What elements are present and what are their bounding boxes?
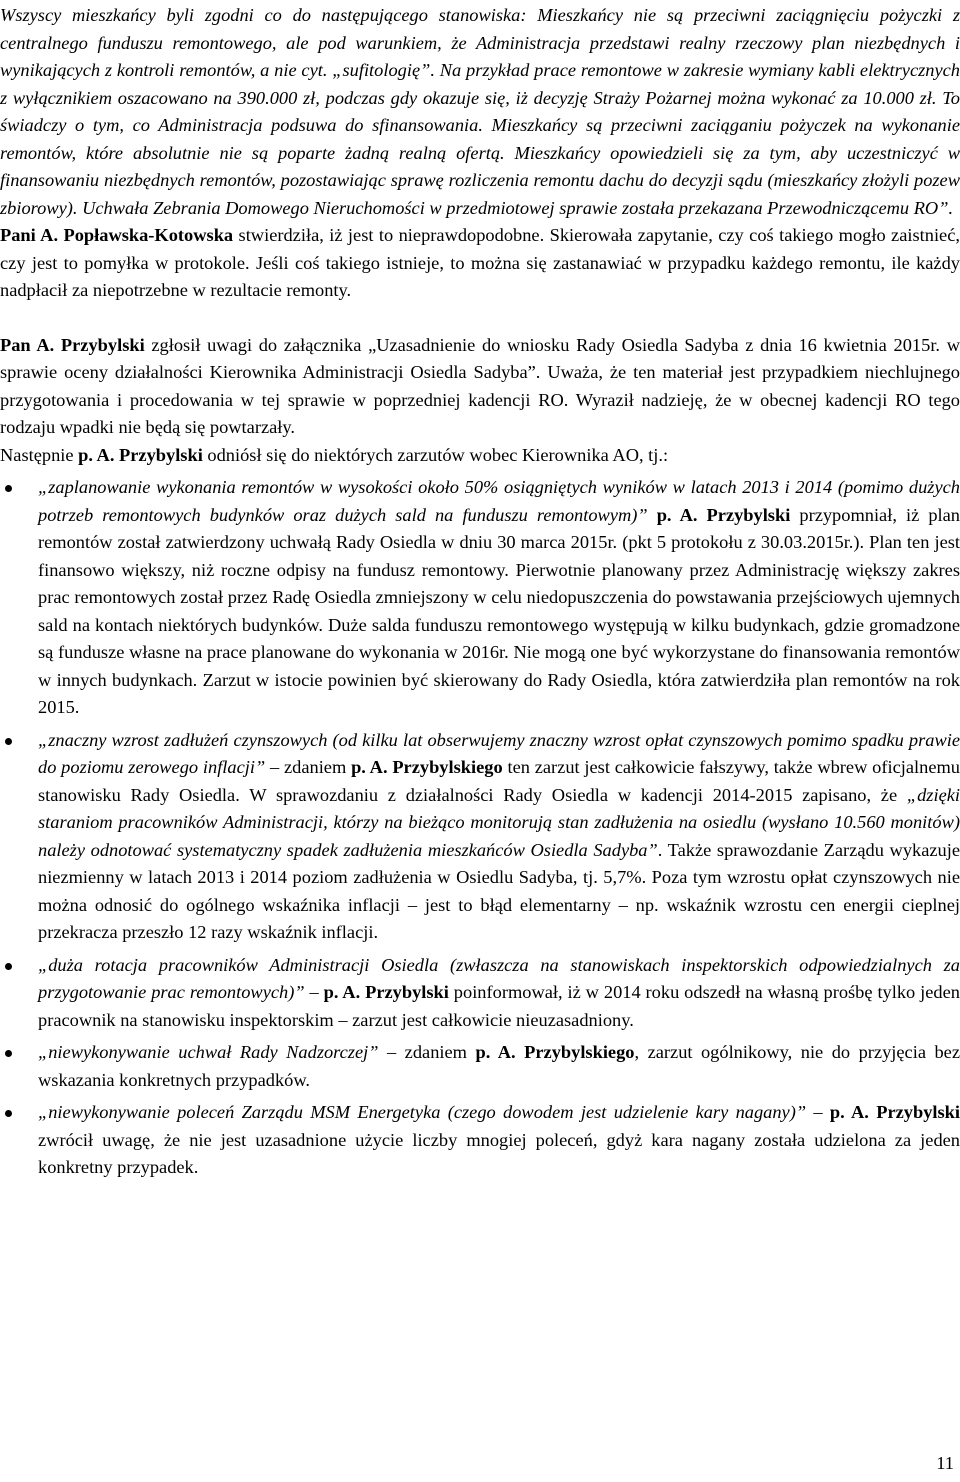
charge-quote: „znaczny wzrost zadłużeń czynszowych (od kilku lat obserwujemy znaczny wzrost opłat czynszowych pomimo spadku prawie do poziomu zerowego inflacji” [38,729,960,777]
bullet-icon [5,485,12,492]
speaker-name: p. A. Przybylski [829,1102,960,1122]
speaker-surname: Przybylski [60,334,145,355]
response-text: przypomniał, iż plan remontów został zatwierdzony uchwałą Rady Osiedla w dniu 30 marca 2015r. (pkt 5 protokołu z 30.03.2015r.). Plan ten jest finansowo większy, niż roczne odpisy na fundusz remontowy. Pierwotnie planowany przez Administrację większy zakres prac remontowych został przez Radę Osiedla zmniejszony w celu niedopuszczenia do powstawania przejściowych ujemnych sald na kontach niektórych budynków. Duże salda funduszu remontowego występują w kilku budynkach, gdzie gromadzone są fundusze własne na prace planowane do wykonania w 2016r. Nie mogą one być wykorzystane do finansowania remontów w innych budynkach. Zarzut w istocie powinien być skierowany do Rady Osiedla, która zatwierdziła plan remontów na rok 2015. [38,504,960,717]
charge-quote: „duża rotacja pracowników Administracji Osiedla (zwłaszcza na stanowiskach inspektorskich odpowiedzialnych za przygotowanie prac remontowych)” [38,954,960,1002]
charge-quote: „zaplanowanie wykonania remontów w wysokości około 50% osiągniętych wyników w latach 2013 i 2014 (pomimo dużych potrzeb remontowych budynków oraz dużych sald na funduszu remontowym)” [38,477,960,525]
list-item [0,952,960,1035]
speaker-name: Pan A. [0,334,55,355]
separator [648,505,657,525]
list-item [0,474,960,722]
paragraph-przybylski-remarks [0,332,960,442]
document-page [0,2,960,1182]
bullet-icon [5,738,12,745]
separator: – [806,1102,830,1122]
speaker-name: p. A. Przybylski [78,444,203,465]
bullet-icon [5,1110,12,1117]
list-item [0,727,960,947]
bullet-icon [5,963,12,970]
paragraph-text: zgłosił uwagi do załącznika „Uzasadnienie do wniosku Rady Osiedla Sadyba z dnia 16 kwietnia 2015r. w sprawie oceny działalności Kierownika Administracji Osiedla Sadyba”. Uważa, że ten materiał jest przypadkiem niechlujnego przygotowania i procedowania w tej sprawie w poprzedniej kadencji RO. Wyraził nadzieję, że w obecnej kadencji RO tego rodzaju wpadki nie będą się powtarzały. [0,334,960,437]
response-text: poinformował, iż w 2014 roku odszedł na własną prośbę tylko jeden pracownik na stanowisku inspektorskim – zarzut jest całkowicie nieuzasadniony. [38,982,960,1030]
list-item [0,1099,960,1182]
report-quote: „dzięki staraniom pracowników Administracji, którzy na bieżąco monitorują stan zadłużenia na osiedlu (wysłano 10.560 monitów) należy odnotować systematyczny spadek zadłużenia mieszkańców Osiedla Sadyba” [38,784,960,860]
response-text: ten zarzut jest całkowicie fałszywy, także wbrew oficjalnemu stanowisku Rady Osiedla. W sprawozdaniu z działalności Rady Osiedla w kadencji 2014-2015 zapisano, że [38,757,960,805]
paragraph-text: odniósł się do niektórych zarzutów wobec Kierownika AO, tj.: [202,444,669,465]
residents-position-text: Wszyscy mieszkańcy byli zgodni co do następującego stanowiska: Mieszkańcy nie są przeciwni zaciągnięciu pożyczki z centralnego funduszu remontowego, ale pod warunkiem, że Administracja przedstawi realny rzeczowy plan niezbędnych i wynikających z kontroli remontów, a nie cyt. „sufitologię”. Na przykład prace remontowe w zakresie wymiany kabli elektrycznych z wyłącznikiem oszacowano na 390.000 zł, podczas gdy okazuje się, iż decyzję Straży Pożarnej można wykonać za 10.000 zł. To świadczy o tym, co Administracja podsuwa do sfinansowania. Mieszkańcy są przeciwni zaciąganiu pożyczek na wykonanie remontów, które absolutnie nie są poparte żadną realną ofertą. Mieszkańcy opowiedzieli się za tym, aby uczestniczyć w finansowaniu niezbędnych remontów, pozostawiając sprawę rozliczenia remontu dachu do decyzji sądu (mieszkańcy złożyli pozew zbiorowy). Uchwała Zebrania Domowego Nieruchomości w przedmiotowej sprawie została przekazana Przewodniczącemu RO”. [0,5,960,218]
separator: – zdaniem [378,1042,476,1062]
charge-quote: „niewykonywanie poleceń Zarządu MSM Energetyka (czego dowodem jest udzielenie kary nagany)” [38,1102,807,1122]
response-text-continued: . Także sprawozdanie Zarządu wykazuje niezmienny w latach 2013 i 2014 poziom zadłużenia w Osiedlu Sadyba, tj. 5,7%. Poza tym wzrostu opłat czynszowych nie można odnosić do ogólnego wskaźnika inflacji – jest to błąd elementarny – np. wskaźnik wzrostu cen energii cieplnej przekracza przeszło 12 razy wskaźnik inflacji. [38,839,960,942]
bullet-icon [5,1050,12,1057]
speaker-name: p. A. Przybylskiego [475,1042,635,1062]
paragraph-intro-list [0,442,960,470]
paragraph-residents-position [0,2,960,222]
paragraph-text: stwierdziła, iż jest to nieprawdopodobne. Skierowała zapytanie, czy coś takiego mogło zaistnieć, czy jest to pomyłka w protokole. Jeśli coś takiego istnieje, to można się zastanawiać w przypadku każdego remontu, ile każdy nadpłacił za niepotrzebne w rezultacie remonty. [0,225,960,300]
charge-quote: „niewykonywanie uchwał Rady Nadzorczej” [38,1042,379,1062]
paragraph-lead: Następnie [0,444,79,465]
speaker-name: p. A. Przybylski [656,504,791,525]
separator: – [304,982,324,1002]
response-text: zwrócił uwagę, że nie jest uzasadnione użycie liczby mnogiej poleceń, gdyż kara nagany została udzielona za jeden konkretny przypadek. [38,1129,960,1177]
response-text: , zarzut ogólnikowy, nie do przyjęcia bez wskazania konkretnych przypadków. [38,1042,960,1090]
speaker-surname: Popławska-Kotowska [63,225,234,245]
speaker-name: Pani A. [0,225,59,245]
speaker-name: p. A. Przybylski [323,982,449,1002]
page-number: 11 [936,1453,954,1473]
speaker-name: p. A. Przybylskiego [351,757,503,777]
paragraph-poplawska [0,222,960,305]
list-item [0,1039,960,1094]
separator: – zdaniem [265,757,352,777]
paragraph-spacer [0,305,960,332]
